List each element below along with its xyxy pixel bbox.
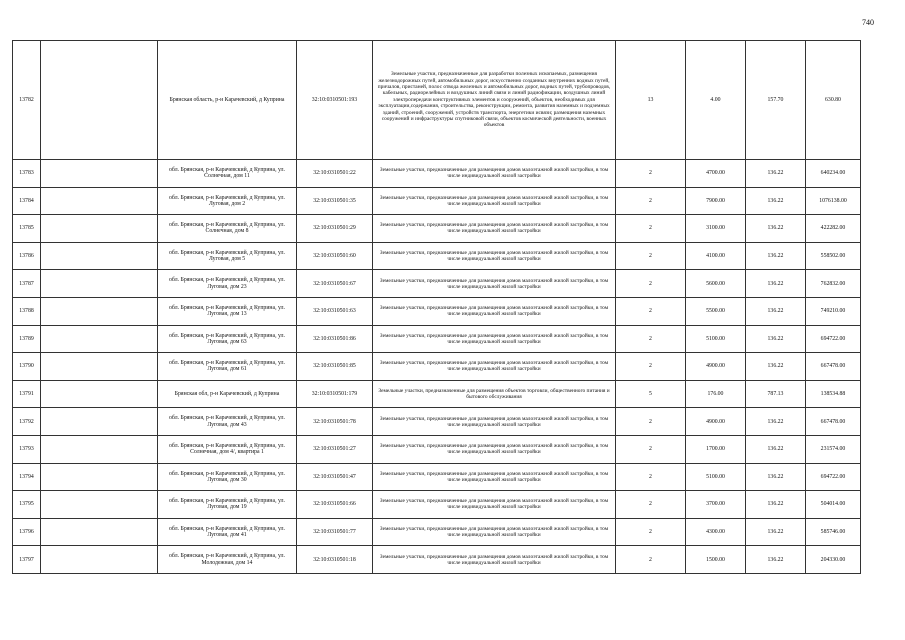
use-group-cell: 2: [616, 463, 686, 491]
use-group-cell: 2: [616, 242, 686, 270]
area-cell: 4900.00: [686, 408, 746, 436]
page-number: 740: [862, 18, 874, 27]
table-row: [13, 325, 861, 353]
cadastral-number-cell: 32:10:0310501:193: [297, 41, 373, 160]
use-group-cell: 2: [616, 297, 686, 325]
address-cell: обл. Брянская, р-н Карачевский, д Куприна, ул. Луговая, дом 61: [158, 353, 297, 381]
specific-value-cell: 136.22: [746, 325, 806, 353]
specific-value-cell: 136.22: [746, 215, 806, 243]
cadastral-number-cell: 32:10:0310501:47: [297, 463, 373, 491]
address-cell: обл. Брянская, р-н Карачевский, д Куприна, ул. Луговая, дом 2: [158, 187, 297, 215]
cadastral-value-cell: 231574.00: [806, 435, 861, 463]
specific-value-cell: 136.22: [746, 187, 806, 215]
empty-cell: [41, 353, 158, 381]
specific-value-cell: 136.22: [746, 463, 806, 491]
table-row: [13, 435, 861, 463]
record-number-cell: 13792: [13, 408, 41, 436]
land-use-cell: Земельные участки, предназначенные для размещения домов малоэтажной жилой застройки, в том числе индивидуальной жилой застройки: [373, 408, 616, 436]
use-group-cell: 2: [616, 435, 686, 463]
address-cell: обл. Брянская, р-н Карачевский, д Куприна, ул. Солнечная, дом 11: [158, 160, 297, 188]
record-number-cell: 13787: [13, 270, 41, 298]
address-cell: обл. Брянская, р-н Карачевский, д Куприна, ул. Луговая, дом 23: [158, 270, 297, 298]
area-cell: 5500.00: [686, 297, 746, 325]
cadastral-value-table: [12, 40, 861, 574]
specific-value-cell: 157.70: [746, 41, 806, 160]
address-cell: обл. Брянская, р-н Карачевский, д Куприна, ул. Луговая, дом 30: [158, 463, 297, 491]
specific-value-cell: 136.22: [746, 297, 806, 325]
empty-cell: [41, 463, 158, 491]
use-group-cell: 2: [616, 215, 686, 243]
table-row: [13, 518, 861, 546]
cadastral-number-cell: 32:10:0310501:60: [297, 242, 373, 270]
record-number-cell: 13795: [13, 491, 41, 519]
empty-cell: [41, 435, 158, 463]
table-row: [13, 160, 861, 188]
table-row: [13, 353, 861, 381]
use-group-cell: 2: [616, 187, 686, 215]
land-use-cell: Земельные участки, предназначенные для размещения объектов торговли, общественного питания и бытового обслуживания: [373, 380, 616, 408]
land-use-cell: Земельные участки, предназначенные для размещения домов малоэтажной жилой застройки, в том числе индивидуальной жилой застройки: [373, 435, 616, 463]
cadastral-value-cell: 204330.00: [806, 546, 861, 574]
empty-cell: [41, 187, 158, 215]
land-use-cell: Земельные участки, предназначенные для размещения домов малоэтажной жилой застройки, в том числе индивидуальной жилой застройки: [373, 160, 616, 188]
area-cell: 176.00: [686, 380, 746, 408]
cadastral-number-cell: 32:10:0310501:85: [297, 353, 373, 381]
land-use-cell: Земельные участки, предназначенные для размещения домов малоэтажной жилой застройки, в том числе индивидуальной жилой застройки: [373, 215, 616, 243]
specific-value-cell: 136.22: [746, 491, 806, 519]
specific-value-cell: 136.22: [746, 160, 806, 188]
empty-cell: [41, 491, 158, 519]
record-number-cell: 13791: [13, 380, 41, 408]
table-row: [13, 187, 861, 215]
empty-cell: [41, 546, 158, 574]
cadastral-value-cell: 694722.00: [806, 463, 861, 491]
address-cell: Брянская область, р-н Карачевский, д Куприна: [158, 41, 297, 160]
use-group-cell: 2: [616, 491, 686, 519]
table-row: [13, 463, 861, 491]
area-cell: 4300.00: [686, 518, 746, 546]
address-cell: обл. Брянская, р-н Карачевский, д Куприна, ул. Молодежная, дом 14: [158, 546, 297, 574]
record-number-cell: 13785: [13, 215, 41, 243]
cadastral-value-cell: 558502.00: [806, 242, 861, 270]
empty-cell: [41, 242, 158, 270]
land-use-cell: Земельные участки, предназначенные для размещения домов малоэтажной жилой застройки, в том числе индивидуальной жилой застройки: [373, 353, 616, 381]
cadastral-number-cell: 32:10:0310501:27: [297, 435, 373, 463]
cadastral-number-cell: 32:10:0310501:77: [297, 518, 373, 546]
area-cell: 4700.00: [686, 160, 746, 188]
record-number-cell: 13782: [13, 41, 41, 160]
specific-value-cell: 136.22: [746, 270, 806, 298]
land-use-cell: Земельные участки, предназначенные для размещения домов малоэтажной жилой застройки, в том числе индивидуальной жилой застройки: [373, 518, 616, 546]
use-group-cell: 2: [616, 270, 686, 298]
cadastral-value-cell: 1076138.00: [806, 187, 861, 215]
address-cell: обл. Брянская, р-н Карачевский, д Куприна, ул. Солнечная, дом 8: [158, 215, 297, 243]
empty-cell: [41, 325, 158, 353]
area-cell: 7900.00: [686, 187, 746, 215]
area-cell: 1500.00: [686, 546, 746, 574]
record-number-cell: 13784: [13, 187, 41, 215]
cadastral-value-cell: 694722.00: [806, 325, 861, 353]
address-cell: обл. Брянская, р-н Карачевский, д Куприна, ул. Солнечная, дом 4/, квартира 1: [158, 435, 297, 463]
cadastral-number-cell: 32:10:0310501:35: [297, 187, 373, 215]
land-use-cell: Земельные участки, предназначенные для размещения домов малоэтажной жилой застройки, в том числе индивидуальной жилой застройки: [373, 463, 616, 491]
land-use-cell: Земельные участки, предназначенные для размещения домов малоэтажной жилой застройки, в том числе индивидуальной жилой застройки: [373, 491, 616, 519]
area-cell: 5600.00: [686, 270, 746, 298]
address-cell: обл. Брянская, р-н Карачевский, д Куприна, ул. Луговая, дом 41: [158, 518, 297, 546]
specific-value-cell: 136.22: [746, 435, 806, 463]
table-row: [13, 215, 861, 243]
empty-cell: [41, 270, 158, 298]
land-use-cell: Земельные участки, предназначенные для размещения домов малоэтажной жилой застройки, в том числе индивидуальной жилой застройки: [373, 270, 616, 298]
record-number-cell: 13783: [13, 160, 41, 188]
table-row: [13, 242, 861, 270]
empty-cell: [41, 297, 158, 325]
specific-value-cell: 136.22: [746, 408, 806, 436]
address-cell: обл. Брянская, р-н Карачевский, д Куприна, ул. Луговая, дом 63: [158, 325, 297, 353]
cadastral-number-cell: 32:10:0310501:22: [297, 160, 373, 188]
cadastral-value-cell: 422282.00: [806, 215, 861, 243]
land-use-cell: Земельные участки, предназначенные для размещения домов малоэтажной жилой застройки, в том числе индивидуальной жилой застройки: [373, 546, 616, 574]
use-group-cell: 2: [616, 325, 686, 353]
use-group-cell: 5: [616, 380, 686, 408]
cadastral-value-cell: 630.80: [806, 41, 861, 160]
address-cell: обл. Брянская, р-н Карачевский, д Куприна, ул. Луговая, дом 13: [158, 297, 297, 325]
area-cell: 5100.00: [686, 463, 746, 491]
record-number-cell: 13794: [13, 463, 41, 491]
cadastral-value-cell: 138534.88: [806, 380, 861, 408]
empty-cell: [41, 518, 158, 546]
address-cell: обл. Брянская, р-н Карачевский, д Куприна, ул. Луговая, дом 5: [158, 242, 297, 270]
record-number-cell: 13789: [13, 325, 41, 353]
table-row: [13, 297, 861, 325]
area-cell: 4.00: [686, 41, 746, 160]
empty-cell: [41, 380, 158, 408]
empty-cell: [41, 160, 158, 188]
cadastral-value-cell: 504014.00: [806, 491, 861, 519]
area-cell: 1700.00: [686, 435, 746, 463]
cadastral-number-cell: 32:10:0310501:29: [297, 215, 373, 243]
area-cell: 4100.00: [686, 242, 746, 270]
use-group-cell: 2: [616, 408, 686, 436]
cadastral-value-cell: 640234.00: [806, 160, 861, 188]
address-cell: обл. Брянская, р-н Карачевский, д Куприна, ул. Луговая, дом 19: [158, 491, 297, 519]
table-row: [13, 491, 861, 519]
address-cell: Брянская обл, р-н Карачевский, д Куприна: [158, 380, 297, 408]
table-row: [13, 41, 861, 160]
cadastral-number-cell: 32:10:0310501:179: [297, 380, 373, 408]
record-number-cell: 13796: [13, 518, 41, 546]
cadastral-value-cell: 749210.00: [806, 297, 861, 325]
record-number-cell: 13786: [13, 242, 41, 270]
area-cell: 3700.00: [686, 491, 746, 519]
cadastral-value-cell: 762832.00: [806, 270, 861, 298]
cadastral-number-cell: 32:10:0310501:67: [297, 270, 373, 298]
cadastral-number-cell: 32:10:0310501:63: [297, 297, 373, 325]
record-number-cell: 13788: [13, 297, 41, 325]
cadastral-value-cell: 667478.00: [806, 353, 861, 381]
empty-cell: [41, 215, 158, 243]
land-use-cell: Земельные участки, предназначенные для размещения домов малоэтажной жилой застройки, в том числе индивидуальной жилой застройки: [373, 187, 616, 215]
specific-value-cell: 136.22: [746, 353, 806, 381]
record-number-cell: 13797: [13, 546, 41, 574]
specific-value-cell: 136.22: [746, 546, 806, 574]
specific-value-cell: 787.13: [746, 380, 806, 408]
use-group-cell: 13: [616, 41, 686, 160]
table-row: [13, 380, 861, 408]
cadastral-value-cell: 667478.00: [806, 408, 861, 436]
use-group-cell: 2: [616, 518, 686, 546]
cadastral-number-cell: 32:10:0310501:78: [297, 408, 373, 436]
specific-value-cell: 136.22: [746, 242, 806, 270]
land-use-cell: Земельные участки, предназначенные для размещения домов малоэтажной жилой застройки, в том числе индивидуальной жилой застройки: [373, 297, 616, 325]
cadastral-number-cell: 32:10:0310501:86: [297, 325, 373, 353]
area-cell: 5100.00: [686, 325, 746, 353]
cadastral-number-cell: 32:10:0310501:18: [297, 546, 373, 574]
use-group-cell: 2: [616, 160, 686, 188]
table-row: [13, 546, 861, 574]
use-group-cell: 2: [616, 546, 686, 574]
area-cell: 3100.00: [686, 215, 746, 243]
area-cell: 4900.00: [686, 353, 746, 381]
land-use-cell: Земельные участки, предназначенные для разработки полезных ископаемых, размещения железнодорожных путей, автомобильных дорог, искусственно созданных внутренних водных путей, причалов, пристаней, полос отвода железных и автомобильных дорог, водных путей, трубопроводов, кабельных, радиорелейных и воздушных линий связи и линий радиофикации, воздушных линий электропередачи конструктивных элементов и сооружений, объектов, необходимых для эксплуатации,содержания, строительства, реконструкции, ремонта, развития наземных и подземных зданий, строений, сооружений, устройств транспорта, энергетики исвязи; размещения наземных сооружений и инфраструктуры спутниковой связи, объектов космической деятельности, военных объектов: [373, 41, 616, 160]
address-cell: обл. Брянская, р-н Карачевский, д Куприна, ул. Луговая, дом 43: [158, 408, 297, 436]
empty-cell: [41, 408, 158, 436]
record-number-cell: 13793: [13, 435, 41, 463]
specific-value-cell: 136.22: [746, 518, 806, 546]
land-use-cell: Земельные участки, предназначенные для размещения домов малоэтажной жилой застройки, в том числе индивидуальной жилой застройки: [373, 242, 616, 270]
empty-cell: [41, 41, 158, 160]
table-row: [13, 270, 861, 298]
use-group-cell: 2: [616, 353, 686, 381]
land-use-cell: Земельные участки, предназначенные для размещения домов малоэтажной жилой застройки, в том числе индивидуальной жилой застройки: [373, 325, 616, 353]
cadastral-value-cell: 585746.00: [806, 518, 861, 546]
cadastral-number-cell: 32:10:0310501:66: [297, 491, 373, 519]
record-number-cell: 13790: [13, 353, 41, 381]
table-row: [13, 408, 861, 436]
